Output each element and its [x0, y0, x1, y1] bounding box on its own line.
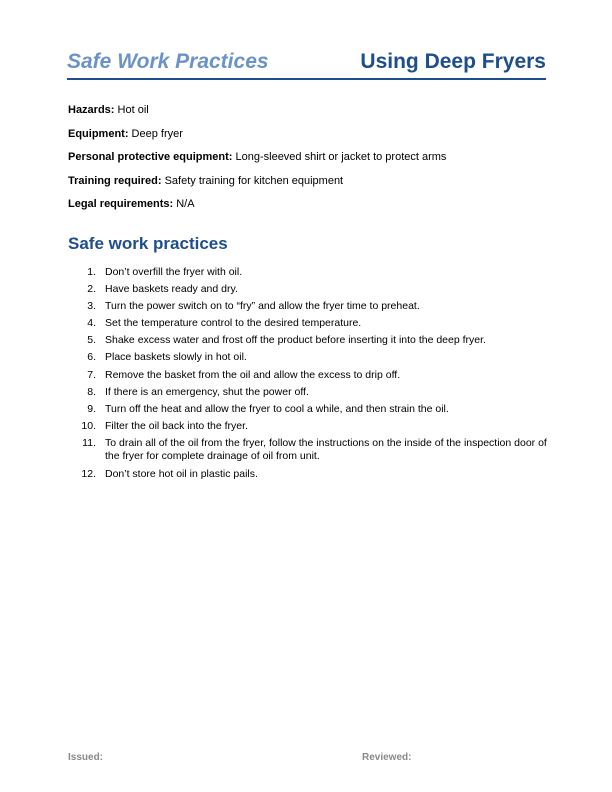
list-text: Shake excess water and frost off the product before inserting it into the deep fryer. [105, 334, 486, 347]
field-label: Equipment: [68, 127, 129, 140]
list-number: 2. [87, 283, 96, 296]
list-item [68, 351, 548, 365]
header-document-title: Using Deep Fryers [360, 50, 546, 73]
footer-issued-label: Issued: [68, 752, 104, 763]
header-category-title: Safe Work Practices [67, 50, 269, 73]
list-item [68, 437, 548, 464]
list-text: Place baskets slowly in hot oil. [105, 351, 247, 364]
list-text: To drain all of the oil from the fryer, follow the instructions on the inside of the inspection door of the fryer for complete drainage of oil from unit. [105, 436, 547, 463]
list-text: Don’t overfill the fryer with oil. [105, 266, 243, 278]
list-text: Don’t store hot oil in plastic pails. [105, 467, 258, 480]
list-number: 11. [82, 436, 96, 449]
field-value: Hot oil [114, 104, 149, 116]
list-text: Set the temperature control to the desired temperature. [105, 317, 362, 330]
field-label: Hazards: [68, 104, 115, 116]
list-text: Turn off the heat and allow the fryer to cool a while, and then strain the oil. [105, 402, 449, 415]
list-number: 8. [87, 385, 96, 398]
list-number: 3. [87, 300, 96, 313]
field-value: N/A [173, 198, 195, 210]
section-heading: Safe work practices [68, 234, 228, 253]
list-number: 9. [87, 402, 96, 415]
list-item [68, 300, 548, 314]
list-item [68, 468, 548, 482]
field-label: Training required: [68, 174, 162, 187]
info-fields [68, 104, 548, 222]
list-text: Have baskets ready and dry. [105, 283, 238, 296]
field-value: Safety training for kitchen equipment [161, 174, 344, 187]
list-text: Filter the oil back into the fryer. [105, 419, 248, 432]
list-number: 6. [87, 351, 96, 364]
field-label: Personal protective equipment: [68, 151, 233, 163]
list-text: If there is an emergency, shut the power off. [105, 385, 309, 398]
list-number: 7. [87, 368, 96, 381]
list-number: 4. [87, 317, 96, 330]
list-number: 12. [81, 467, 96, 480]
list-item [68, 283, 548, 297]
list-item [68, 386, 548, 400]
list-text: Remove the basket from the oil and allow the excess to drip off. [105, 368, 401, 381]
field-value: Long-sleeved shirt or jacket to protect arms [232, 151, 447, 163]
list-number: 10. [81, 419, 96, 432]
list-number: 1. [87, 266, 96, 278]
field-hazards [68, 104, 548, 117]
list-item [68, 369, 548, 383]
list-item [68, 266, 548, 280]
list-item [68, 420, 548, 434]
practices-list [68, 266, 548, 485]
document-header [67, 50, 546, 80]
field-legal [68, 198, 548, 211]
field-equipment [68, 128, 548, 141]
list-item [68, 334, 548, 348]
list-text: Turn the power switch on to “fry” and allow the fryer time to preheat. [105, 300, 420, 313]
list-item [68, 317, 548, 331]
field-value: Deep fryer [128, 127, 183, 140]
field-label: Legal requirements: [68, 198, 174, 210]
list-item [68, 403, 548, 417]
footer-reviewed-label: Reviewed: [362, 752, 412, 763]
field-ppe [68, 151, 548, 164]
field-training [68, 175, 548, 188]
list-number: 5. [87, 334, 96, 347]
